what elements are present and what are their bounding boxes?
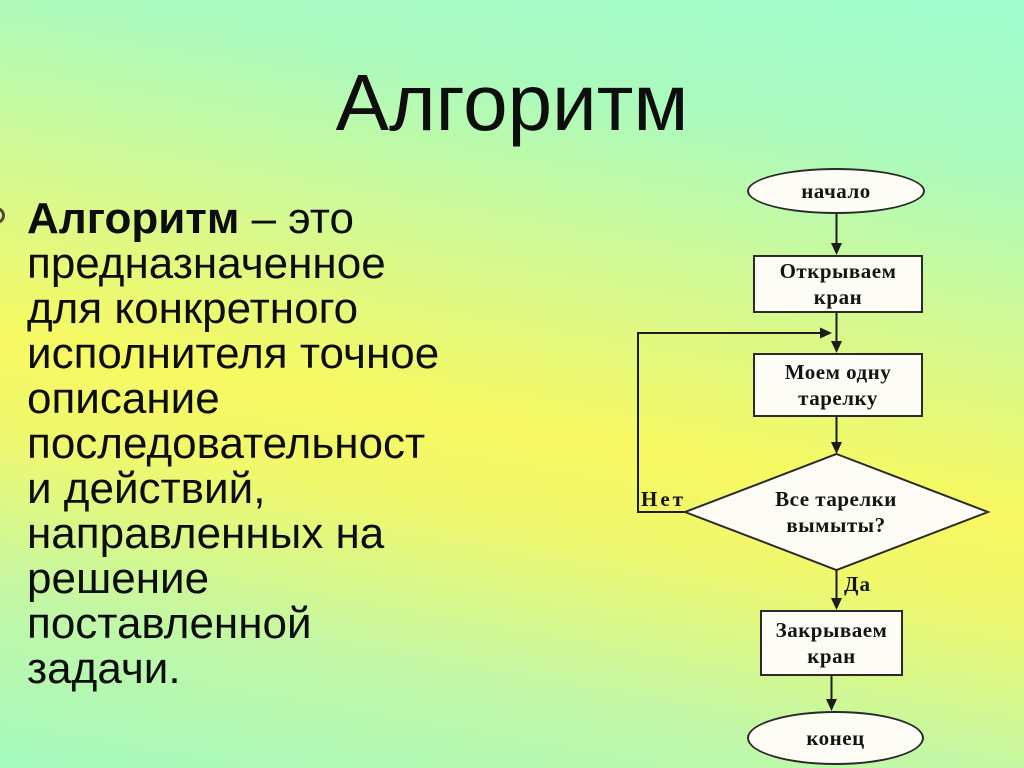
definition-line: направленных на xyxy=(27,509,385,558)
flowchart-connectors xyxy=(600,160,1024,768)
definition-line: описание xyxy=(27,374,220,423)
end-label: конец xyxy=(806,726,865,750)
flowchart-end-terminal xyxy=(747,711,924,765)
arrowhead-icon xyxy=(831,442,842,454)
step-text-line: кран xyxy=(807,644,856,668)
flowchart-step-close-tap xyxy=(760,610,903,676)
definition-line: решение xyxy=(27,554,210,603)
flowchart-decision-label xyxy=(736,486,936,538)
definition-line: последовательност xyxy=(27,419,426,468)
arrowhead-icon xyxy=(826,699,837,711)
definition-line: и действий, xyxy=(27,464,266,513)
flowchart xyxy=(600,160,1024,768)
definition-line: поставленной xyxy=(27,599,312,648)
step-text-line: Открываем xyxy=(779,259,897,283)
definition-after-term: – это xyxy=(239,194,354,243)
decision-text-line: вымыты? xyxy=(786,513,886,537)
definition-line: задачи. xyxy=(27,644,181,693)
step-text-line: Моем одну xyxy=(784,360,892,384)
bullet-fragment xyxy=(0,207,5,224)
definition-line: исполнителя точное xyxy=(27,329,440,378)
flowchart-yes-label: Да xyxy=(844,572,871,596)
page-title: Алгоритм xyxy=(335,58,689,147)
step-text-line: кран xyxy=(813,285,863,309)
definition-line: для конкретного xyxy=(27,284,359,333)
definition-line: предназначенное xyxy=(27,239,386,288)
start-label: начало xyxy=(801,179,871,203)
definition-block xyxy=(27,196,517,691)
decision-text-line: Все тарелки xyxy=(775,487,897,511)
arrowhead-icon xyxy=(831,243,842,255)
flowchart-step-open-tap xyxy=(753,255,923,313)
arrowhead-icon xyxy=(831,598,842,610)
step-text-line: Закрываем xyxy=(775,618,888,642)
step-text-line: тарелку xyxy=(798,386,878,410)
arrowhead-icon xyxy=(831,341,842,353)
definition-line-first xyxy=(27,196,517,241)
definition-term: Алгоритм xyxy=(27,194,240,243)
flowchart-step-wash-plate xyxy=(753,353,923,417)
flowchart-start-terminal xyxy=(747,168,925,214)
flowchart-no-label: Нет xyxy=(641,487,686,511)
arrowhead-icon xyxy=(820,328,832,339)
